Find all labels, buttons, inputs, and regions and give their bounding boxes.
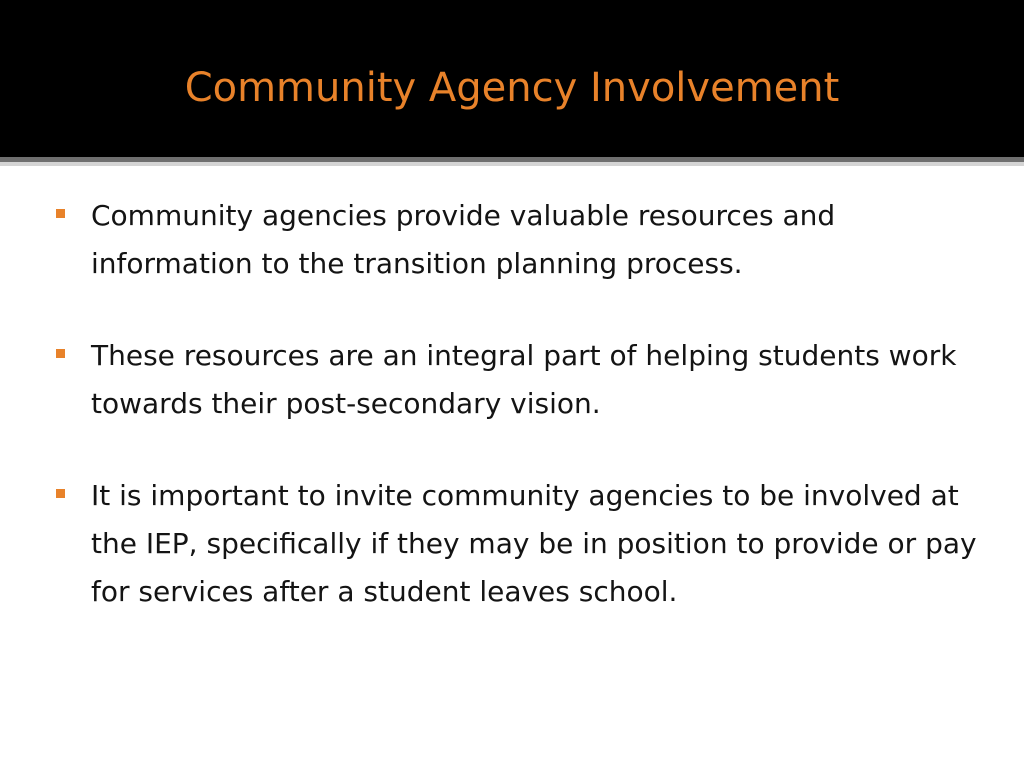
- bullet-list: [54, 192, 994, 660]
- square-bullet-icon: [56, 209, 65, 218]
- bullet-text: It is important to invite community agencies to be involved at the IEP, specifically if they may be in position to provide or pay for services after a student leaves school.: [91, 479, 977, 608]
- bullet-text: These resources are an integral part of helping students work towards their post-secondary vision.: [91, 339, 957, 420]
- slide-title: Community Agency Involvement: [184, 65, 840, 111]
- square-bullet-icon: [56, 489, 65, 498]
- square-bullet-icon: [56, 349, 65, 358]
- title-band: [0, 0, 1024, 157]
- bullet-item: [54, 472, 994, 616]
- bullet-text: Community agencies provide valuable resources and information to the transition planning process.: [91, 199, 836, 280]
- bullet-item: [54, 192, 994, 288]
- header-divider-shadow: [0, 162, 1024, 166]
- bullet-item: [54, 332, 994, 428]
